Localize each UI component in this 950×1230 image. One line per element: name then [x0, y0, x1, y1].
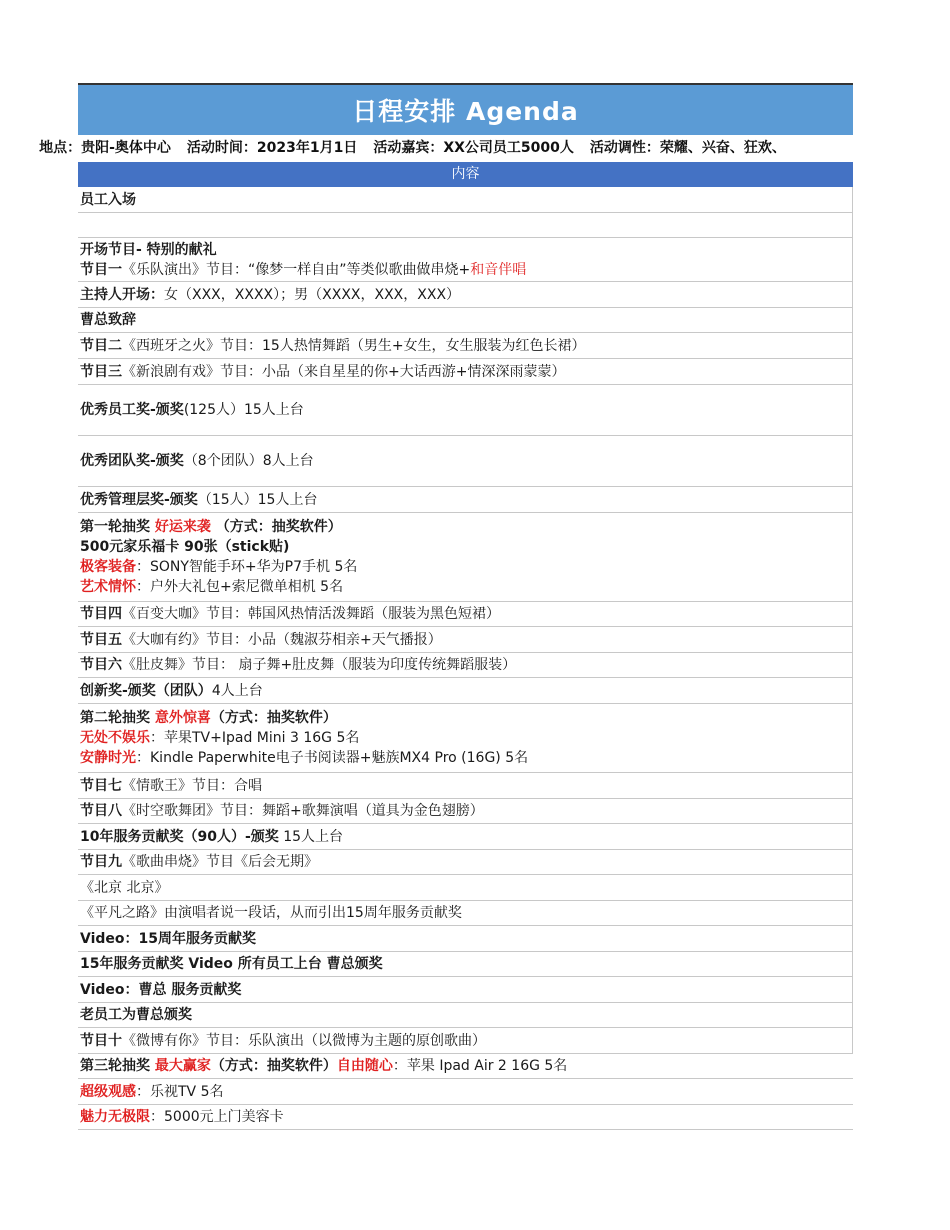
row-label: 节目一	[80, 262, 122, 278]
agenda-row	[78, 602, 853, 627]
row-highlight: 意外惊喜	[154, 710, 211, 726]
row-text: 《歌曲串烧》节目《后会无期》	[122, 854, 318, 870]
agenda-row-lottery	[78, 513, 853, 602]
row-label: （方式：抽奖软件）	[210, 519, 342, 535]
agenda-row-lottery	[78, 1054, 853, 1079]
agenda-row	[78, 1003, 853, 1028]
info-tone: 活动调性：荣耀、兴奋、狂欢、	[589, 140, 786, 156]
row-text: ：SONY智能手环+华为P7手机 5名	[136, 559, 358, 575]
row-text: 开场节目- 特别的献礼	[80, 242, 217, 258]
agenda-row	[78, 238, 853, 282]
row-text: 《新浪剧有戏》节目：小品（来自星星的你+大话西游+情深深雨蒙蒙）	[122, 363, 566, 380]
row-label: 优秀团队奖-颁奖	[80, 453, 184, 469]
row-text: 15年服务贡献奖 Video 所有员工上台 曹总颁奖	[80, 956, 383, 972]
info-guests: 活动嘉宾：XX公司员工5000人	[373, 140, 574, 156]
agenda-title-bar	[78, 85, 853, 135]
row-text: 4人上台	[211, 682, 263, 699]
row-text: 女（XXX，XXXX）；男（XXXX，XXX，XXX）	[164, 286, 461, 303]
agenda-row	[78, 1079, 853, 1105]
agenda-row-lottery	[78, 704, 853, 773]
agenda-title: 日程安排 Agenda	[352, 97, 579, 126]
row-highlight: 超级观感	[80, 1083, 136, 1100]
row-label: 第一轮抽奖	[80, 519, 155, 535]
row-text: 《时空歌舞团》节目：舞蹈+歌舞演唱（道具为金色翅膀）	[122, 803, 484, 819]
agenda-row	[78, 487, 853, 513]
agenda-row	[78, 773, 853, 799]
row-highlight: 无处不娱乐	[80, 730, 150, 746]
row-label: 节目六	[80, 657, 122, 673]
row-highlight: 安静时光	[80, 750, 136, 766]
agenda-row	[78, 359, 853, 385]
agenda-row	[78, 952, 853, 977]
agenda-row	[78, 1105, 853, 1130]
row-text: 《大咖有约》节目：小品（魏淑芬相亲+天气播报）	[122, 631, 442, 648]
row-label: 优秀管理层奖-颁奖	[80, 491, 198, 508]
row-highlight: 魅力无极限	[80, 1109, 150, 1125]
row-label: 创新奖-颁奖（团队）	[80, 682, 212, 699]
content-column-header: 内容	[78, 162, 853, 187]
agenda-row	[78, 901, 853, 926]
row-text: 老员工为曹总颁奖	[80, 1007, 192, 1023]
agenda-row	[78, 653, 853, 678]
row-text: 《情歌王》节目：合唱	[122, 777, 262, 794]
row-highlight: 艺术情怀	[80, 579, 136, 595]
agenda-row	[78, 187, 853, 213]
agenda-row	[78, 850, 853, 875]
row-text: 曹总致辞	[80, 312, 136, 328]
agenda-row-empty	[78, 213, 853, 238]
row-label: 节目九	[80, 854, 122, 870]
row-text: 《肚皮舞》节目： 扇子舞+肚皮舞（服装为印度传统舞蹈服装）	[122, 657, 517, 673]
row-text: 15人上台	[278, 828, 344, 845]
row-label: 节目二	[80, 337, 122, 354]
event-info-line	[39, 135, 853, 162]
row-label: 主持人开场：	[80, 286, 164, 303]
row-label: （方式：抽奖软件）	[210, 1058, 337, 1074]
row-text: Video：曹总 服务贡献奖	[80, 981, 242, 998]
agenda-row	[78, 678, 853, 704]
row-text: 《乐队演出》节目：“像梦一样自由”等类似歌曲做串烧+	[122, 262, 471, 278]
row-text: ：苹果TV+Ipad Mini 3 16G 5名	[150, 730, 360, 746]
row-text: 《西班牙之火》节目：15人热情舞蹈（男生+女生，女生服装为红色长裙）	[122, 337, 586, 354]
row-highlight: 和音伴唱	[470, 262, 527, 278]
row-text: 《百变大咖》节目：韩国风热情活泼舞蹈（服装为黑色短裙）	[122, 606, 500, 622]
info-venue: 地点：贵阳-奥体中心	[39, 140, 171, 156]
agenda-row	[78, 308, 853, 333]
info-time: 活动时间：2023年1月1日	[186, 140, 358, 156]
row-label: 节目十	[80, 1032, 122, 1049]
row-label: 500元家乐福卡 90张（stick贴)	[80, 539, 290, 555]
row-text: ：5000元上门美容卡	[150, 1109, 284, 1125]
agenda-row	[78, 977, 853, 1003]
row-label: 第三轮抽奖	[80, 1058, 155, 1074]
row-label: 节目四	[80, 606, 122, 622]
row-label: 第二轮抽奖	[80, 710, 155, 726]
row-text: （8个团队）8人上台	[183, 453, 314, 469]
row-label: 优秀员工奖-颁奖	[80, 402, 184, 418]
row-label: （方式：抽奖软件）	[210, 710, 337, 726]
agenda-row	[78, 282, 853, 308]
agenda-row	[78, 436, 853, 487]
row-text: （15人）15人上台	[197, 491, 318, 508]
row-text: 《平凡之路》由演唱者说一段话，从而引出15周年服务贡献奖	[80, 905, 462, 921]
row-text: (125人）15人上台	[183, 402, 304, 418]
row-label: 节目八	[80, 803, 122, 819]
row-text: ：Kindle Paperwhite电子书阅读器+魅族MX4 Pro (16G) 5名	[136, 750, 529, 766]
agenda-row	[78, 1028, 853, 1054]
row-text: Video：15周年服务贡献奖	[80, 930, 257, 947]
agenda-row	[78, 875, 853, 901]
row-text: 员工入场	[80, 191, 136, 208]
row-text: ：乐视TV 5名	[136, 1083, 224, 1100]
row-highlight: 最大赢家	[154, 1058, 211, 1074]
row-highlight: 好运来袭	[154, 519, 211, 535]
row-label: 10年服务贡献奖（90人）-颁奖	[80, 828, 279, 845]
row-label: 节目三	[80, 363, 122, 380]
agenda-sheet	[39, 83, 853, 1130]
row-text: 《微博有你》节目：乐队演出（以微博为主题的原创歌曲）	[122, 1032, 486, 1049]
row-label: 节目七	[80, 777, 122, 794]
row-label: 节目五	[80, 631, 122, 648]
agenda-row	[78, 385, 853, 436]
agenda-row	[78, 824, 853, 850]
agenda-row	[78, 333, 853, 359]
row-highlight: 极客装备	[80, 559, 136, 575]
row-text: 《北京 北京》	[80, 879, 169, 896]
agenda-row	[78, 627, 853, 653]
agenda-row	[78, 926, 853, 952]
agenda-row	[78, 799, 853, 824]
row-text: ：苹果 Ipad Air 2 16G 5名	[392, 1058, 568, 1074]
row-text: ：户外大礼包+索尼微单相机 5名	[136, 579, 344, 595]
row-highlight: 自由随心	[336, 1058, 393, 1074]
